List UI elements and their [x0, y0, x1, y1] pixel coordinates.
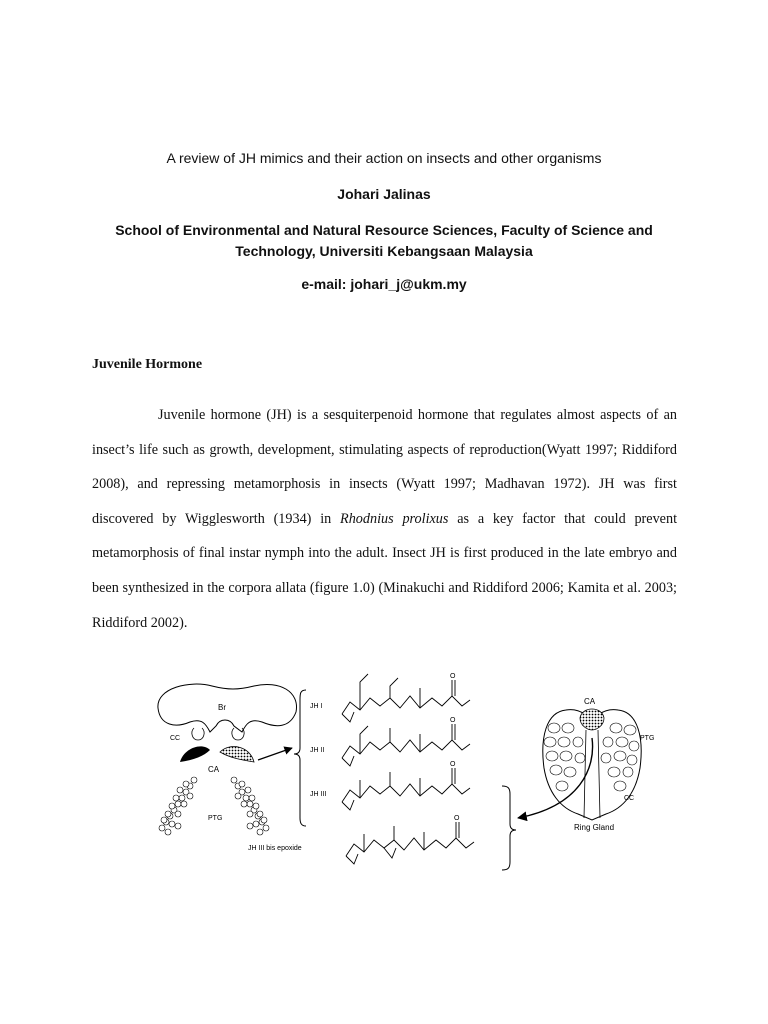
- corpus-cardiacum-left: [192, 728, 204, 740]
- jh2-label: JH II: [310, 747, 325, 754]
- ptg-label: PTG: [208, 815, 223, 822]
- jh3-label: JH III: [310, 791, 327, 798]
- ca-label: CA: [208, 765, 220, 774]
- jh1-structure: [342, 674, 470, 722]
- author-affiliation: [0, 220, 768, 262]
- corpus-allatum-right: [220, 747, 254, 762]
- affiliation-line-2: Technology, Universiti Kebangsaan Malaysia: [235, 243, 533, 259]
- ring-cc-label: CC: [624, 795, 635, 802]
- prothoracic-gland-left: [159, 777, 197, 835]
- oxygen-label-3: O: [450, 761, 456, 768]
- oxygen-label-1: O: [450, 673, 456, 680]
- jh3-bis-label: JH III bis epoxide: [248, 845, 302, 852]
- paper-title: A review of JH mimics and their action on insects and other organisms: [166, 150, 602, 166]
- paragraph-text-1: Juvenile hormone (JH) is a sesquiterpenoid hormone that regulates almost aspects of an insect’s life such as growth, development, stimulating aspects of reproduction(Wyatt 1997; Riddiford 2008), and repressing metamorphosis in insects (Wyatt 1997; Madhavan 1972). JH was first discovered by Wigglesworth (1934) in: [92, 407, 677, 527]
- corpus-cardiacum-right: [232, 728, 244, 740]
- ring-gland-arrow: [518, 738, 593, 818]
- affiliation-line-1: School of Environmental and Natural Resource Sciences, Faculty of Science and: [115, 222, 653, 238]
- ring-ca-label: CA: [584, 697, 596, 706]
- ring-ptg-label: PTG: [640, 735, 655, 742]
- jh3-structure: [342, 768, 470, 810]
- corpus-allatum: [580, 709, 604, 730]
- jh-structures: [342, 674, 474, 864]
- paragraph-text-2: as a key factor that could prevent metamorphosis of final instar nymph into the adult. Insect JH is first produced in the late embryo and been synthesized in the corpora allata (figure 1.0) (Minakuchi and Riddiford 2006; Kamita et al. 2003; Riddiford 2002).: [92, 510, 678, 631]
- oxygen-label-4: O: [454, 815, 460, 822]
- brain-outline: [158, 684, 297, 732]
- ring-gland-caption: Ring Gland: [574, 823, 615, 832]
- cc-label: CC: [170, 735, 181, 742]
- prothoracic-gland-right: [231, 777, 269, 835]
- jh-figure: [150, 668, 655, 883]
- body-paragraph: [92, 398, 677, 640]
- ring-gland-diagram: [518, 697, 654, 832]
- jh-labels: [248, 673, 460, 852]
- brain-label: Br: [218, 703, 226, 712]
- author-name: Johari Jalinas: [337, 186, 431, 202]
- jh1-label: JH I: [310, 703, 323, 710]
- jh2-structure: [342, 724, 470, 766]
- corpus-allatum-left: [180, 746, 210, 762]
- jh3-bis-epoxide-structure: [346, 822, 474, 864]
- author-email: e-mail: johari_j@ukm.my: [301, 276, 467, 292]
- brain-diagram: [158, 684, 297, 835]
- arrow-to-structures: [258, 748, 292, 760]
- section-heading: Juvenile Hormone: [92, 357, 203, 372]
- bracket-right: [502, 786, 516, 870]
- oxygen-label-2: O: [450, 717, 456, 724]
- species-name: Rhodnius prolixus: [340, 510, 449, 527]
